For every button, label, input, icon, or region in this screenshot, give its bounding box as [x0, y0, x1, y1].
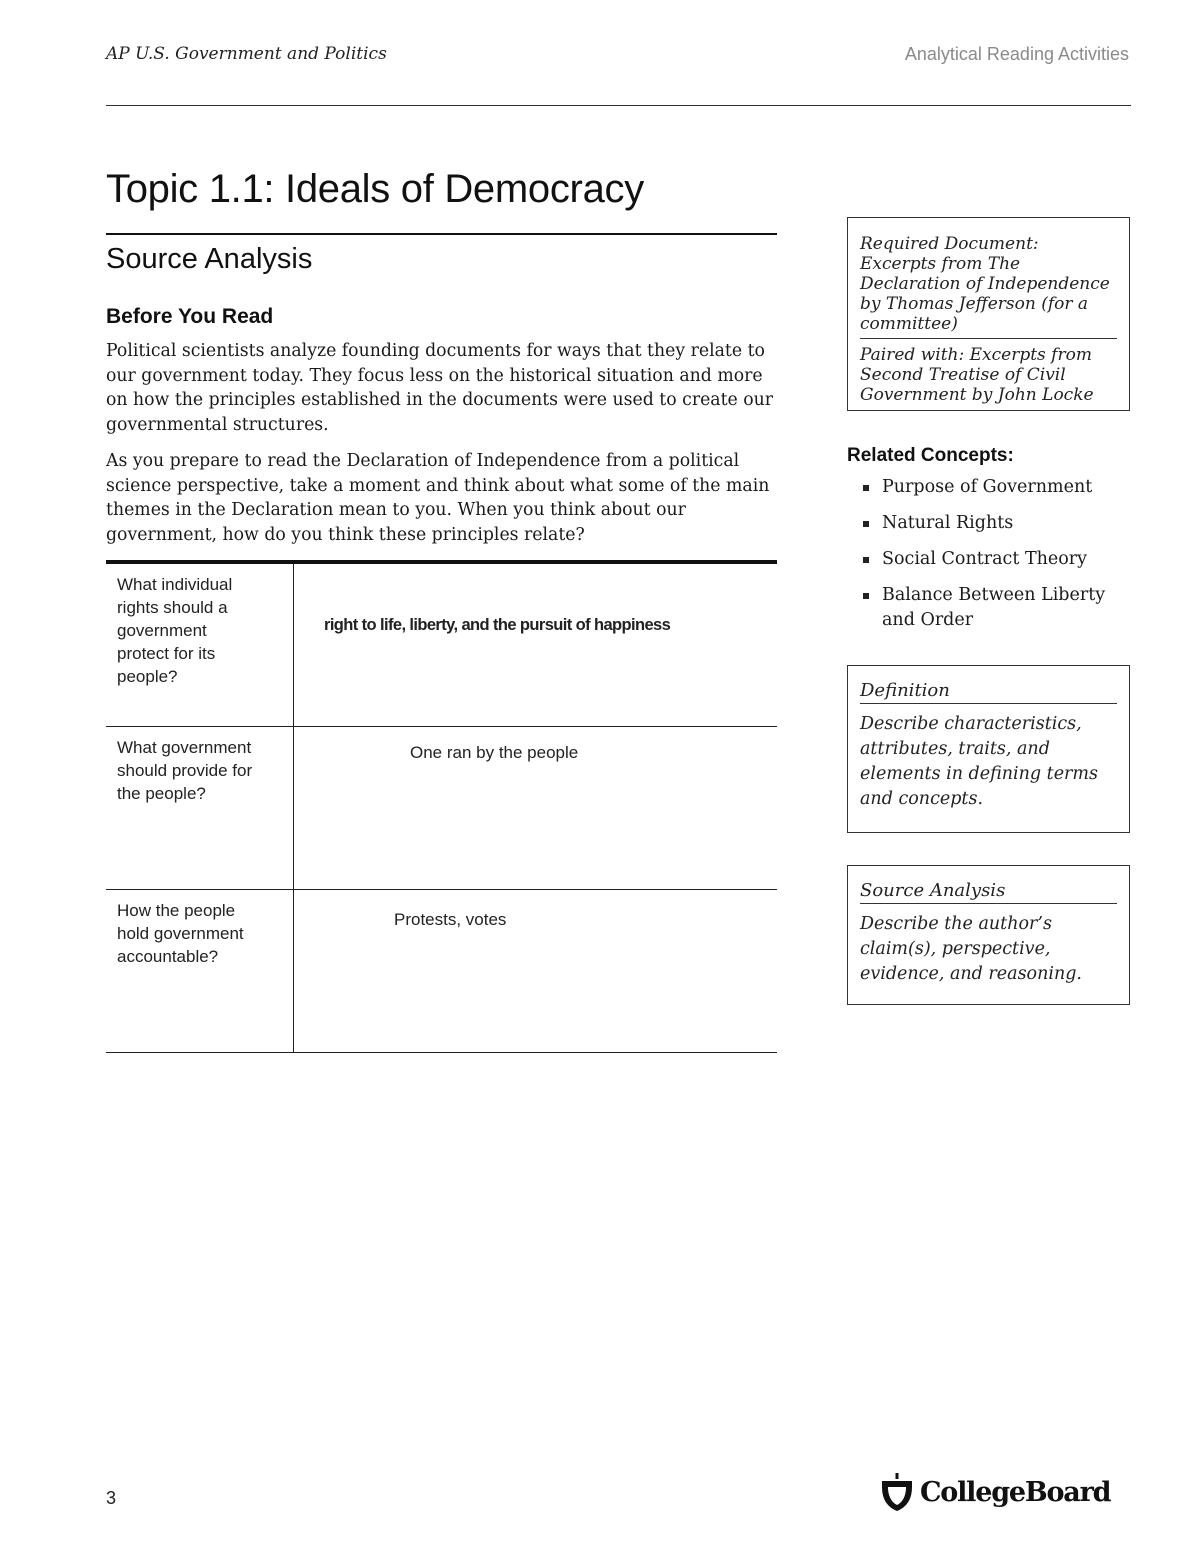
required-document-box — [847, 217, 1130, 411]
required-document-text: Required Document: Excerpts from The Declaration of Independence by Thomas Jefferson (for a committee) — [860, 234, 1110, 334]
title-divider — [106, 233, 777, 235]
definition-title: Definition — [860, 680, 1117, 704]
related-concepts-list — [860, 475, 1120, 644]
question-cell — [106, 564, 294, 726]
list-item — [860, 475, 1120, 500]
question-cell — [106, 890, 294, 1052]
answer-text: One ran by the people — [410, 743, 579, 762]
source-analysis-description: Describe the author’s claim(s), perspective, evidence, and reasoning. — [860, 914, 1082, 984]
square-bullet-icon — [863, 593, 869, 599]
source-analysis-box — [847, 865, 1130, 1005]
concept-label: Purpose of Government — [882, 477, 1093, 497]
list-item — [860, 511, 1120, 536]
paired-document-text: Paired with: Excerpts from Second Treatise of Civil Government by John Locke — [860, 345, 1094, 405]
list-item — [860, 547, 1120, 572]
question-text: What individual rights should a government protect for its people? — [117, 575, 233, 686]
concept-label: Balance Between Liberty and Order — [882, 585, 1106, 630]
related-concepts-heading: Related Concepts: — [847, 445, 1014, 466]
question-table — [106, 560, 777, 1053]
acorn-icon — [878, 1471, 916, 1513]
answer-cell[interactable] — [294, 727, 777, 889]
answer-cell[interactable] — [294, 890, 777, 1052]
answer-cell[interactable] — [294, 564, 777, 726]
concept-label: Social Contract Theory — [882, 549, 1088, 569]
before-you-read-heading: Before You Read — [106, 305, 274, 328]
page-title: Topic 1.1: Ideals of Democracy — [106, 167, 644, 211]
table-row — [106, 564, 777, 727]
definition-description: Describe characteristics, attributes, traits, and elements in defining terms and concepts. — [860, 714, 1099, 809]
header-course-title: AP U.S. Government and Politics — [106, 44, 387, 64]
square-bullet-icon — [863, 485, 869, 491]
answer-text: right to life, liberty, and the pursuit of happiness — [324, 616, 671, 634]
square-bullet-icon — [863, 521, 869, 527]
answer-text: Protests, votes — [394, 910, 507, 929]
intro-paragraph: Political scientists analyze founding documents for ways that they relate to our government today. They focus less on the historical situation and more on how the principles established in the documents were used to create our governmental structures. — [106, 341, 774, 435]
question-cell — [106, 727, 294, 889]
college-board-logo — [878, 1470, 1133, 1514]
question-text: What government should provide for the people? — [117, 738, 253, 803]
square-bullet-icon — [863, 557, 869, 563]
definition-box — [847, 665, 1130, 833]
source-analysis-title: Source Analysis — [860, 880, 1117, 904]
logo-wordmark: CollegeBoard — [920, 1476, 1111, 1508]
prompt-paragraph: As you prepare to read the Declaration of Independence from a political science perspective, take a moment and think about what some of the main themes in the Declaration mean to you. When you think about our government, how do you think these principles relate? — [106, 451, 770, 545]
header-divider — [106, 105, 1131, 106]
table-row — [106, 727, 777, 890]
table-row — [106, 890, 777, 1053]
concept-label: Natural Rights — [882, 513, 1014, 533]
document-box-divider — [860, 338, 1117, 339]
list-item — [860, 583, 1120, 633]
header-series-title: Analytical Reading Activities — [904, 44, 1129, 64]
section-heading: Source Analysis — [106, 243, 313, 275]
question-text: How the people hold government accountable? — [117, 901, 244, 966]
page-number: 3 — [106, 1488, 117, 1508]
